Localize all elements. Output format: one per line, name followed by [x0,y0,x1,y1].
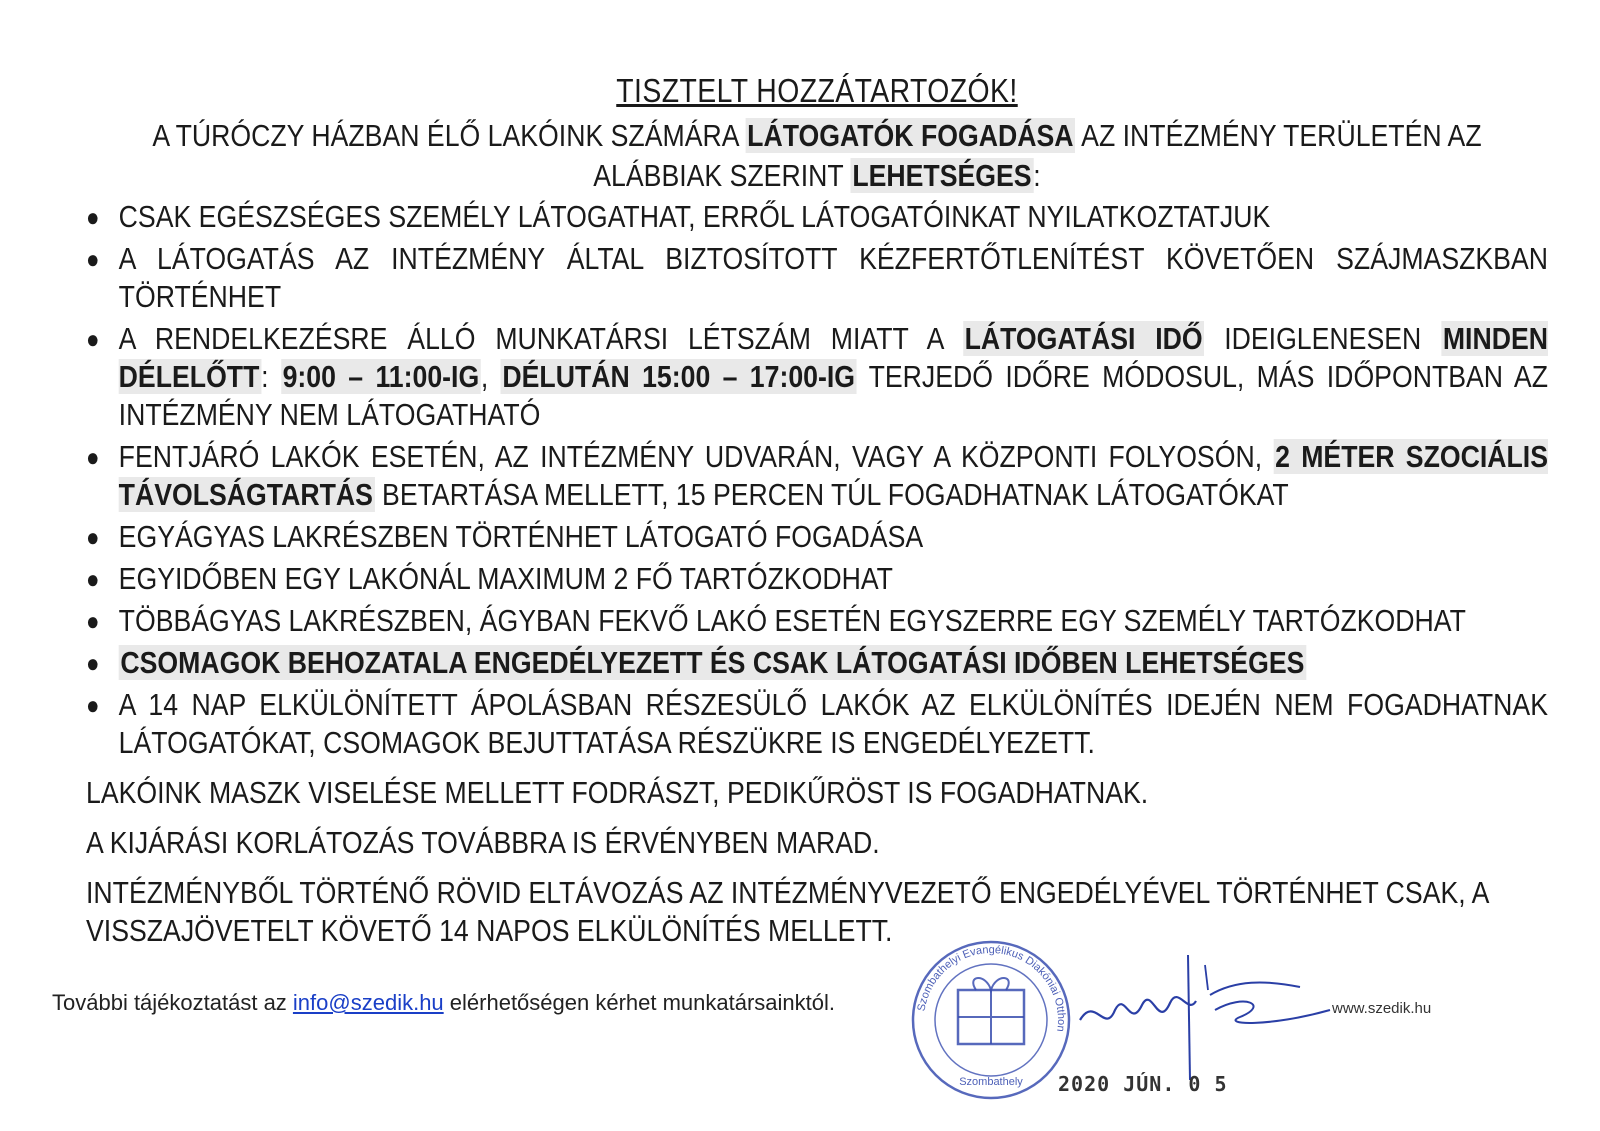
website-url: www.szedik.hu [1332,1000,1432,1017]
paragraph-hairdresser: LAKÓINK MASZK VISELÉSE MELLETT FODRÁSZT, PEDIKŰRÖST IS FOGADHATNAK. [86,775,1149,810]
bullet-icon: ● [86,690,100,720]
bullet-icon: ● [86,648,100,678]
date-stamp: 2020 JÚN. 0 5 [1058,1072,1228,1096]
intro-highlight-possible: LEHETSÉGES [852,158,1032,193]
rule-item: ● A RENDELKEZÉSRE ÁLLÓ MUNKATÁRSI LÉTSZÁM MIATT A LÁTOGATÁSI IDŐ IDEIGLENESEN MINDEN DÉLELŐTT: 9:00 – 11:00-IG, DÉLUTÁN 15:00 – 17:00-IG TERJEDŐ IDŐRE MÓDOSUL, MÁS IDŐPONTBAN AZ INTÉZMÉNY NEM LÁTOGATHATÓ [86,321,1548,432]
notice-title: TISZTELT HOZZÁTARTOZÓK! [616,72,1018,109]
email-link[interactable]: info@szedik.hu [292,990,444,1015]
morning-hours: 9:00 – 11:00-IG [282,359,480,394]
intro-text-3: : [1033,158,1041,193]
rules-list [86,198,1548,762]
rule-item: ● TÖBBÁGYAS LAKRÉSZBEN, ÁGYBAN FEKVŐ LAKÓ ESETÉN EGYSZERRE EGY SZEMÉLY TARTÓZKODHAT [86,603,1466,638]
footer-info: További tájékoztatást az info@szedik.hu elérhetőségen kérhet munkatársainktól. [52,990,836,1015]
rule-item [86,644,1548,682]
stamp-city: Szombathely [959,1076,1023,1088]
bullet-icon: ● [86,606,100,636]
rule-item: ● A 14 NAP ELKÜLÖNÍTETT ÁPOLÁSBAN RÉSZESÜLŐ LAKÓK AZ ELKÜLÖNÍTÉS IDEJÉN NEM FOGADHATNAK LÁTOGATÓKAT, CSOMAGOK BEJUTTATÁSA RÉSZÜKRE IS ENGEDÉLYEZETT. [86,687,1548,760]
paragraph-leave: INTÉZMÉNYBŐL TÖRTÉNŐ RÖVID ELTÁVOZÁS AZ INTÉZMÉNYVEZETŐ ENGEDÉLYÉVEL TÖRTÉNHET CSAK, A VISSZAJÖVETELT KÖVETŐ 14 NAPOS ELKÜLÖNÍTÉS MELLETT. [86,875,1488,948]
bullet-icon: ● [86,202,100,232]
paragraph-curfew: A KIJÁRÁSI KORLÁTOZÁS TOVÁBBRA IS ÉRVÉNYBEN MARAD. [86,825,880,860]
stamp-text: Szombathelyi Evangélikus Diakóniai Otthon [915,943,1068,1033]
intro-highlight-visitors: LÁTOGATÓK FOGADÁSA [747,118,1074,153]
rule-item: ● CSAK EGÉSZSÉGES SZEMÉLY LÁTOGATHAT, ERRŐL LÁTOGATÓINKAT NYILATKOZTATJUK [86,199,1271,234]
distance-highlight: 2 MÉTER SZOCIÁLIS TÁVOLSÁGTARTÁS [118,439,1548,512]
signature-icon [1070,935,1350,1095]
notice-document [86,72,1548,950]
visiting-time-highlight: LÁTOGATÁSI IDŐ [964,321,1203,356]
bullet-icon: ● [86,522,100,552]
afternoon-hours: DÉLUTÁN 15:00 – 17:00-IG [502,359,856,394]
rule-item: ● EGYIDŐBEN EGY LAKÓNÁL MAXIMUM 2 FŐ TARTÓZKODHAT [86,561,893,596]
bullet-icon: ● [86,564,100,594]
organization-stamp-icon [906,935,1076,1105]
packages-highlight: CSOMAGOK BEHOZATALA ENGEDÉLYEZETT ÉS CSAK LÁTOGATÁSI IDŐBEN LEHETSÉGES [120,645,1305,680]
intro-text-1: A TÚRÓCZY HÁZBAN ÉLŐ LAKÓINK SZÁMÁRA [152,118,746,153]
bullet-icon: ● [86,324,100,354]
intro-text-2: AZ INTÉZMÉNY TERÜLETÉN AZ ALÁBBIAK SZERINT [593,118,1482,193]
rule-item: ● EGYÁGYAS LAKRÉSZBEN TÖRTÉNHET LÁTOGATÓ FOGADÁSA [86,519,924,554]
bullet-icon: ● [86,244,100,274]
rule-item: ● FENTJÁRÓ LAKÓK ESETÉN, AZ INTÉZMÉNY UDVARÁN, VAGY A KÖZPONTI FOLYOSÓN, 2 MÉTER SZOCIÁLIS TÁVOLSÁGTARTÁS BETARTÁSA MELLETT, 15 PERCEN TÚL FOGADHATNAK LÁTOGATÓKAT [86,439,1548,512]
rule-item: ● A LÁTOGATÁS AZ INTÉZMÉNY ÁLTAL BIZTOSÍTOTT KÉZFERTŐTLENÍTÉST KÖVETŐEN SZÁJMASZKBAN TÖRTÉNHET [86,241,1548,314]
notice-intro [86,116,1548,196]
bullet-icon: ● [86,442,100,472]
